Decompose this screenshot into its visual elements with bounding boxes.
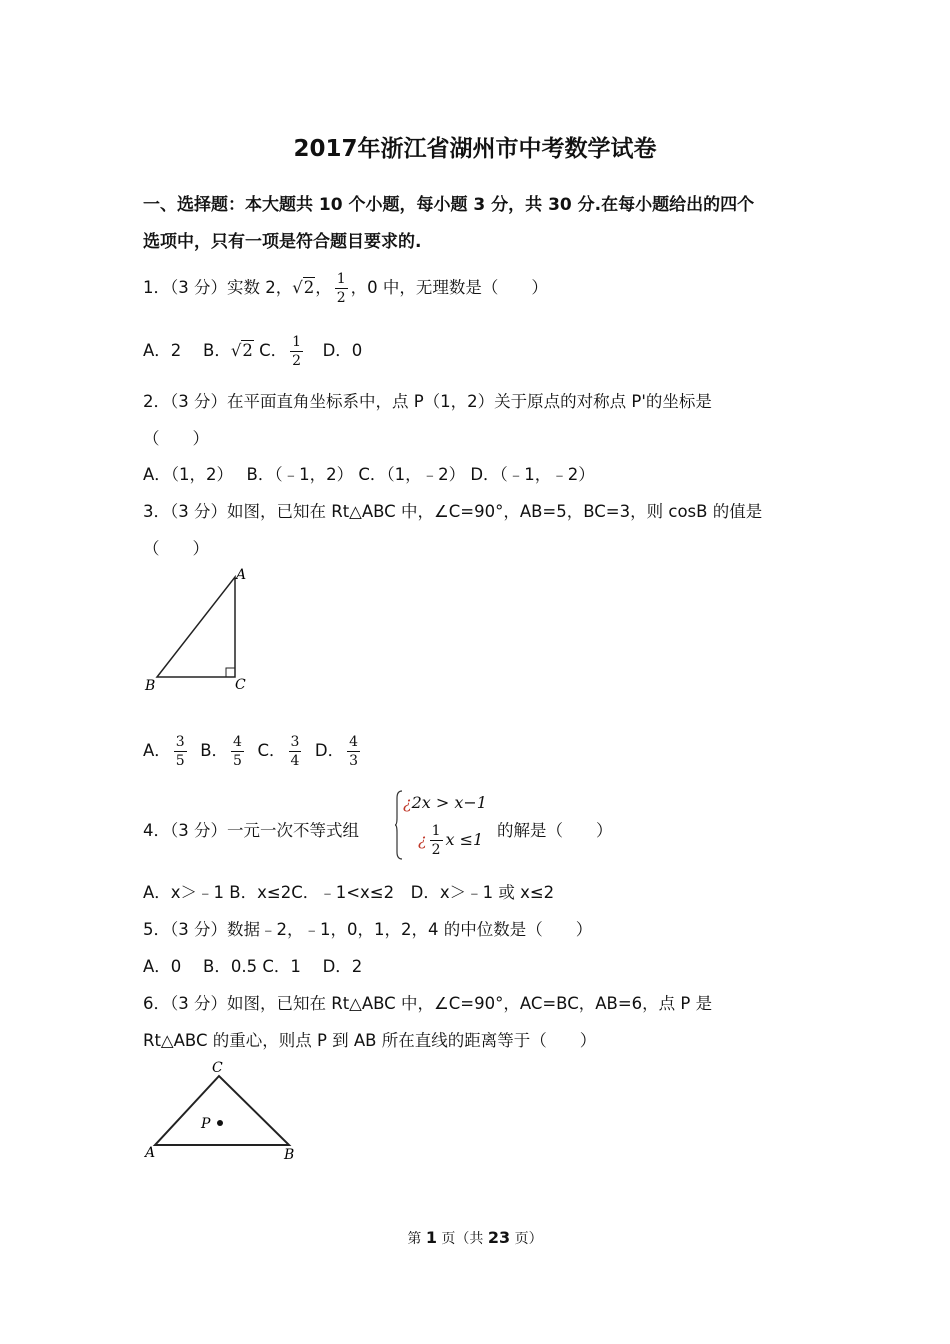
q3-option-d: D． (314, 741, 345, 760)
question-6-line2: Rt△ABC 的重心，则点 P 到 AB 所在直线的距离等于（ ） (143, 1031, 597, 1050)
sqrt-radicand: 2 (303, 278, 315, 297)
fraction (231, 733, 244, 770)
replacement-glyph: ¿ (403, 793, 412, 812)
page-footer (0, 1228, 950, 1248)
q3-option-c: C． (257, 741, 286, 760)
fraction-denominator: 5 (233, 753, 242, 769)
question-4-prefix: 4．（3 分）一元一次不等式组 (143, 821, 359, 840)
question-2-line1: 2．（3 分）在平面直角坐标系中，点 P（1，2）关于原点的对称点 P'的坐标是 (143, 392, 712, 411)
section-heading-line1: 一、选择题：本大题共 10 个小题，每小题 3 分，共 30 分.在每小题给出的四个 (143, 195, 755, 215)
sqrt-radicand: 2 (242, 341, 253, 360)
q1-suffix: ，0 中，无理数是（ ） (350, 278, 548, 297)
footer-mid: 页（共 (436, 1231, 488, 1247)
fraction-denominator: 5 (175, 753, 185, 769)
fraction (174, 733, 187, 770)
page-title: 2017年浙江省湖州市中考数学试卷 (293, 136, 657, 162)
q1-option-d: D．0 (306, 341, 363, 360)
question-4-options: A．x＞﹣1 B．x≤2C．﹣1<x≤2 D．x＞﹣1 或 x≤2 (143, 883, 555, 902)
page-number: 1 (425, 1228, 437, 1247)
fraction-denominator: 2 (292, 353, 302, 369)
q1-option-c: C． (253, 341, 288, 360)
q1-prefix: 1．（3 分）实数 2， (143, 278, 293, 297)
page-total: 23 (487, 1228, 511, 1247)
fraction (430, 822, 443, 859)
q3-option-a: A． (143, 741, 171, 760)
question-5-options: A．0 B．0.5 C．1 D．2 (143, 957, 363, 976)
fraction-numerator: 4 (233, 734, 242, 750)
q3-option-b: B． (200, 741, 229, 760)
question-5-line1: 5．（3 分）数据﹣2，﹣1，0，1，2，4 的中位数是（ ） (143, 920, 593, 939)
q1-option-a: A．2 B． (143, 341, 231, 360)
section-heading-line2: 选项中，只有一项是符合题目要求的. (143, 232, 422, 252)
sqrt-expression: √2 (230, 341, 253, 360)
question-3-line1: 3．（3 分）如图，已知在 Rt△ABC 中，∠C=90°，AB=5，BC=3，则 cosB 的值是 (143, 502, 763, 521)
fraction-numerator: 1 (431, 823, 441, 839)
label-b: B (145, 678, 156, 694)
inequality-2: x ≤1 (445, 830, 484, 849)
question-1 (143, 270, 548, 307)
isosceles-triangle-figure (140, 1055, 310, 1165)
question-4-suffix: 的解是（ ） (497, 821, 613, 840)
fraction-numerator: 3 (175, 734, 185, 750)
question-2-options: A．（1，2） B．（﹣1，2） C．（1，﹣2） D．（﹣1，﹣2） (143, 465, 595, 484)
footer-pre: 第 (407, 1231, 426, 1247)
fraction-denominator: 2 (336, 290, 346, 306)
sqrt-expression: √2 (292, 278, 315, 297)
right-triangle-figure (140, 565, 260, 695)
inequality-row-1 (403, 793, 487, 812)
fraction (290, 333, 303, 370)
fraction (335, 270, 348, 307)
footer-post: 页） (510, 1231, 543, 1247)
label-a: A (145, 1145, 156, 1161)
question-6-line1: 6．（3 分）如图，已知在 Rt△ABC 中，∠C=90°，AC=BC，AB=6，点 P 是 (143, 994, 713, 1013)
fraction-denominator: 2 (431, 842, 441, 858)
label-b: B (284, 1147, 295, 1163)
fraction-numerator: 1 (292, 334, 302, 350)
question-1-options (143, 333, 362, 370)
triangle-abc (157, 577, 235, 677)
brace-icon (395, 790, 403, 860)
right-angle-mark (226, 668, 235, 677)
fraction-denominator: 3 (349, 753, 359, 769)
triangle-abc (155, 1076, 289, 1145)
inequality-1: 2x > x−1 (411, 793, 487, 812)
label-p: P (201, 1116, 211, 1132)
label-c: C (235, 677, 246, 693)
replacement-glyph: ¿ (418, 830, 427, 849)
question-3-options (143, 733, 363, 770)
fraction-denominator: 4 (290, 753, 300, 769)
inequality-row-2 (418, 822, 483, 859)
label-c: C (212, 1060, 223, 1076)
fraction-numerator: 4 (349, 734, 359, 750)
fraction-numerator: 1 (336, 271, 346, 287)
label-a: A (236, 567, 247, 583)
fraction (289, 733, 302, 770)
question-2-line2: （ ） (143, 429, 209, 448)
fraction-numerator: 3 (290, 734, 300, 750)
question-3-line2: （ ） (143, 539, 209, 558)
fraction (347, 733, 360, 770)
q1-separator: ， (315, 278, 332, 297)
centroid-point (217, 1120, 223, 1126)
